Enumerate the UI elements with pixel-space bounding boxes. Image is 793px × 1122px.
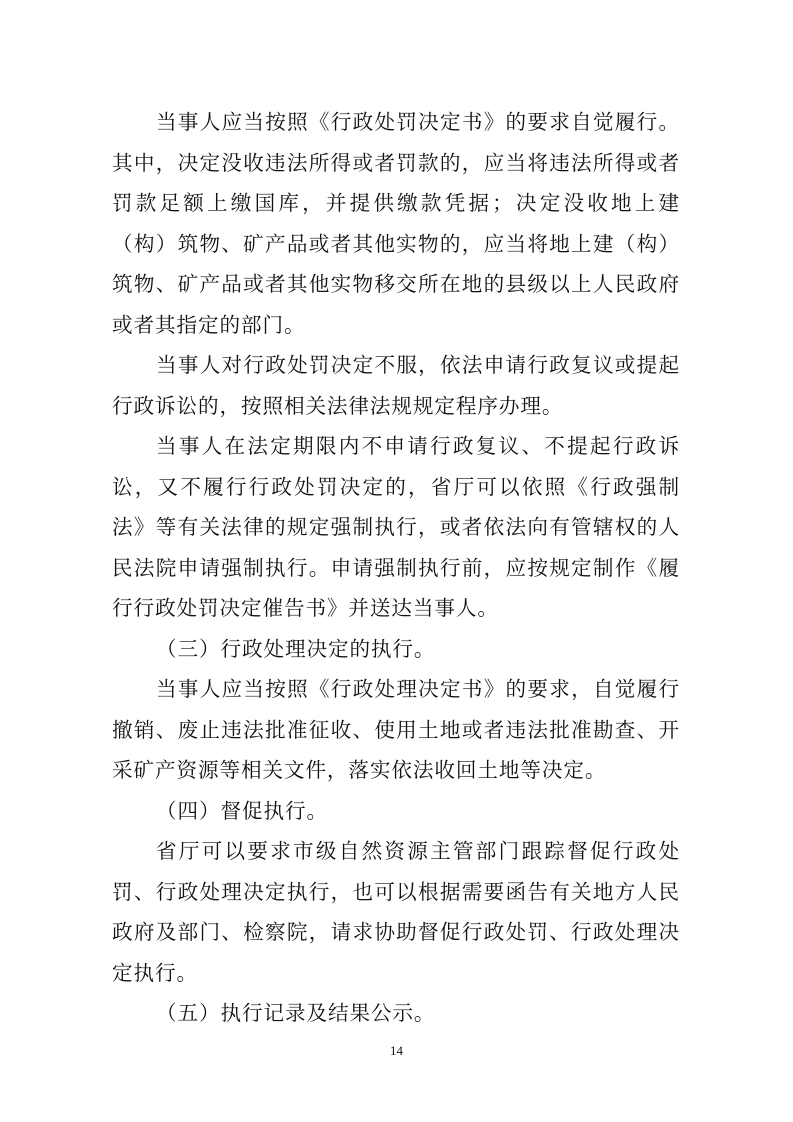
section-heading-4: （四）督促执行。 xyxy=(156,798,328,823)
document-body xyxy=(112,102,680,1034)
paragraph-supervision: 省厅可以要求市级自然资源主管部门跟踪督促行政处罚、行政处理决定执行，也可以根据需要函告有关地方人民政府及部门、检察院，请求协助督促行政处罚、行政处理决定执行。 xyxy=(112,839,680,985)
page-number: 14 xyxy=(390,1043,403,1058)
paragraph-penalty-performance: 当事人应当按照《行政处罚决定书》的要求自觉履行。其中，决定没收违法所得或者罚款的，应当将违法所得或者罚款足额上缴国库，并提供缴款凭据；决定没收地上建（构）筑物、矿产品或者其他实物的，应当将地上建（构）筑物、矿产品或者其他实物移交所在地的县级以上人民政府或者其指定的部门。 xyxy=(112,110,680,337)
paragraph-handling-decision: 当事人应当按照《行政处理决定书》的要求，自觉履行撤销、废止违法批准征收、使用土地或者违法批准勘查、开采矿产资源等相关文件，落实依法收回土地等决定。 xyxy=(112,677,680,782)
paragraph-enforcement: 当事人在法定期限内不申请行政复议、不提起行政诉讼，又不履行行政处罚决定的，省厅可以依照《行政强制法》等有关法律的规定强制执行，或者依法向有管辖权的人民法院申请强制执行。申请强制执行前，应按规定制作《履行行政处罚决定催告书》并送达当事人。 xyxy=(112,434,680,620)
section-heading-3: （三）行政处理决定的执行。 xyxy=(156,636,436,661)
section-heading-5: （五）执行记录及结果公示。 xyxy=(156,1001,436,1025)
paragraph-review-litigation: 当事人对行政处罚决定不服，依法申请行政复议或提起行政诉讼的，按照相关法律法规规定程序办理。 xyxy=(112,353,680,418)
